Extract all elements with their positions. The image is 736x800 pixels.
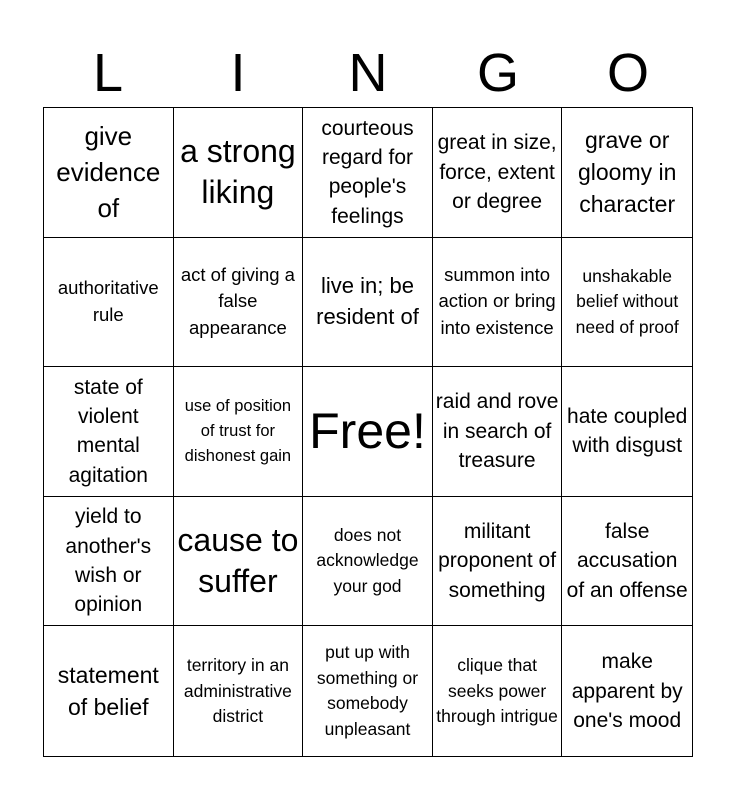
board-cell[interactable]: false accusation of an offense — [562, 497, 692, 627]
header-letter-g: G — [476, 43, 519, 103]
board-cell[interactable]: militant proponent of something — [433, 497, 563, 627]
board-cell[interactable]: give evidence of — [44, 108, 174, 238]
bingo-board — [43, 107, 693, 757]
free-space[interactable]: Free! — [303, 367, 433, 497]
header-letter-n: N — [348, 43, 388, 103]
board-cell[interactable]: make apparent by one's mood — [571, 650, 683, 732]
board-cell[interactable]: territory in an administrative district — [174, 626, 304, 756]
board-cell[interactable]: unshakable belief without need of proof — [562, 238, 692, 368]
board-cell[interactable]: great in size, force, extent or degree — [433, 108, 563, 238]
board-cell[interactable]: put up with something or somebody unpleasant — [303, 626, 433, 756]
lingo-header — [43, 42, 693, 104]
board-cell[interactable]: use of position of trust for dishonest gain — [174, 367, 304, 497]
board-cell[interactable]: raid and rove in search of treasure — [433, 367, 563, 497]
board-cell[interactable]: act of giving a false appearance — [174, 238, 304, 368]
board-cell[interactable]: clique that seeks power through intrigue — [433, 626, 563, 756]
board-cell[interactable]: grave or gloomy in character — [562, 108, 692, 238]
header-letter-l: L — [92, 43, 124, 103]
header-letter-i: I — [230, 43, 246, 103]
header-letter-o: O — [606, 43, 649, 103]
board-cell[interactable]: cause to suffer — [174, 497, 304, 627]
board-cell[interactable]: authoritative rule — [44, 238, 174, 368]
board-cell[interactable]: summon into action or bring into existence — [433, 238, 563, 368]
board-cell[interactable]: yield to another's wish or opinion — [44, 497, 174, 627]
board-cell[interactable]: hate coupled with disgust — [562, 367, 692, 497]
board-cell[interactable]: does not acknowledge your god — [303, 497, 433, 627]
board-cell[interactable]: statement of belief — [44, 626, 174, 756]
board-cell[interactable]: a strong liking — [174, 108, 304, 238]
board-cell[interactable]: live in; be resident of — [303, 238, 433, 368]
board-cell[interactable]: state of violent mental agitation — [44, 367, 174, 497]
board-cell[interactable]: courteous regard for people's feelings — [303, 108, 433, 238]
